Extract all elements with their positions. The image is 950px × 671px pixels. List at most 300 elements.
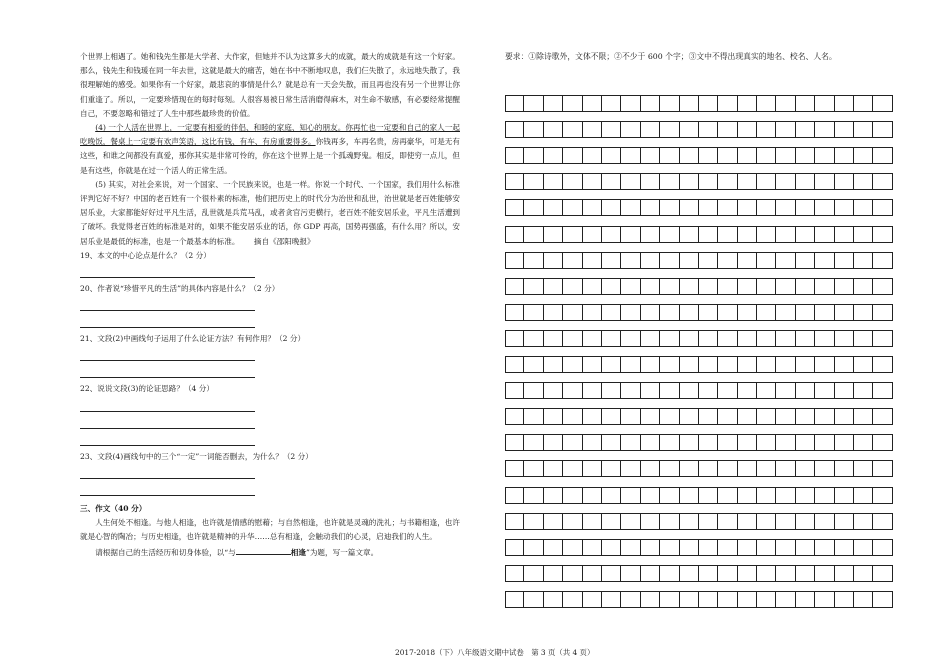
grid-cell[interactable] bbox=[854, 408, 873, 425]
grid-cell[interactable] bbox=[660, 565, 679, 582]
grid-cell[interactable] bbox=[505, 95, 524, 112]
grid-cell[interactable] bbox=[641, 356, 660, 373]
grid-cell[interactable] bbox=[641, 121, 660, 138]
grid-cell[interactable] bbox=[505, 147, 524, 164]
grid-cell[interactable] bbox=[776, 226, 795, 243]
grid-cell[interactable] bbox=[738, 434, 757, 451]
grid-cell[interactable] bbox=[641, 304, 660, 321]
grid-cell[interactable] bbox=[776, 173, 795, 190]
grid-cell[interactable] bbox=[602, 330, 621, 347]
grid-cell[interactable] bbox=[660, 487, 679, 504]
grid-cell[interactable] bbox=[544, 330, 563, 347]
grid-cell[interactable] bbox=[738, 95, 757, 112]
grid-cell[interactable] bbox=[621, 408, 640, 425]
grid-cell[interactable] bbox=[641, 565, 660, 582]
grid-cell[interactable] bbox=[621, 487, 640, 504]
grid-cell[interactable] bbox=[583, 173, 602, 190]
grid-cell[interactable] bbox=[680, 591, 699, 608]
grid-cell[interactable] bbox=[621, 434, 640, 451]
grid-cell[interactable] bbox=[621, 539, 640, 556]
grid-cell[interactable] bbox=[835, 95, 854, 112]
grid-cell[interactable] bbox=[873, 95, 892, 112]
grid-cell[interactable] bbox=[699, 408, 718, 425]
grid-cell[interactable] bbox=[660, 121, 679, 138]
grid-cell[interactable] bbox=[796, 460, 815, 477]
grid-cell[interactable] bbox=[738, 304, 757, 321]
grid-cell[interactable] bbox=[738, 330, 757, 347]
grid-cell[interactable] bbox=[602, 565, 621, 582]
grid-cell[interactable] bbox=[680, 460, 699, 477]
grid-cell[interactable] bbox=[544, 173, 563, 190]
grid-cell[interactable] bbox=[776, 591, 795, 608]
grid-cell[interactable] bbox=[815, 121, 834, 138]
grid-cell[interactable] bbox=[544, 147, 563, 164]
grid-cell[interactable] bbox=[641, 408, 660, 425]
grid-cell[interactable] bbox=[583, 513, 602, 530]
grid-cell[interactable] bbox=[854, 565, 873, 582]
grid-cell[interactable] bbox=[563, 591, 582, 608]
grid-cell[interactable] bbox=[815, 434, 834, 451]
grid-cell[interactable] bbox=[602, 460, 621, 477]
grid-cell[interactable] bbox=[524, 121, 543, 138]
grid-cell[interactable] bbox=[757, 539, 776, 556]
grid-cell[interactable] bbox=[680, 408, 699, 425]
grid-cell[interactable] bbox=[854, 226, 873, 243]
grid-cell[interactable] bbox=[854, 487, 873, 504]
grid-cell[interactable] bbox=[796, 147, 815, 164]
grid-cell[interactable] bbox=[524, 330, 543, 347]
grid-cell[interactable] bbox=[602, 121, 621, 138]
grid-cell[interactable] bbox=[699, 304, 718, 321]
grid-cell[interactable] bbox=[718, 304, 737, 321]
grid-cell[interactable] bbox=[776, 304, 795, 321]
grid-cell[interactable] bbox=[680, 513, 699, 530]
grid-cell[interactable] bbox=[660, 408, 679, 425]
grid-cell[interactable] bbox=[641, 252, 660, 269]
grid-cell[interactable] bbox=[835, 121, 854, 138]
grid-cell[interactable] bbox=[505, 173, 524, 190]
grid-cell[interactable] bbox=[835, 147, 854, 164]
grid-cell[interactable] bbox=[602, 539, 621, 556]
grid-cell[interactable] bbox=[641, 460, 660, 477]
grid-cell[interactable] bbox=[524, 304, 543, 321]
grid-cell[interactable] bbox=[680, 434, 699, 451]
grid-cell[interactable] bbox=[757, 382, 776, 399]
grid-cell[interactable] bbox=[680, 565, 699, 582]
grid-cell[interactable] bbox=[602, 173, 621, 190]
grid-cell[interactable] bbox=[680, 95, 699, 112]
answer-line[interactable] bbox=[80, 363, 255, 378]
grid-cell[interactable] bbox=[835, 278, 854, 295]
grid-cell[interactable] bbox=[815, 565, 834, 582]
grid-cell[interactable] bbox=[524, 226, 543, 243]
grid-cell[interactable] bbox=[757, 95, 776, 112]
grid-cell[interactable] bbox=[544, 539, 563, 556]
grid-cell[interactable] bbox=[602, 487, 621, 504]
grid-cell[interactable] bbox=[738, 147, 757, 164]
grid-cell[interactable] bbox=[602, 226, 621, 243]
grid-cell[interactable] bbox=[641, 147, 660, 164]
grid-cell[interactable] bbox=[757, 460, 776, 477]
grid-cell[interactable] bbox=[524, 434, 543, 451]
grid-cell[interactable] bbox=[738, 408, 757, 425]
grid-cell[interactable] bbox=[602, 199, 621, 216]
grid-cell[interactable] bbox=[873, 173, 892, 190]
grid-cell[interactable] bbox=[854, 304, 873, 321]
grid-cell[interactable] bbox=[563, 147, 582, 164]
grid-cell[interactable] bbox=[854, 173, 873, 190]
grid-cell[interactable] bbox=[835, 434, 854, 451]
grid-cell[interactable] bbox=[621, 356, 640, 373]
grid-cell[interactable] bbox=[776, 513, 795, 530]
grid-cell[interactable] bbox=[641, 382, 660, 399]
grid-cell[interactable] bbox=[699, 147, 718, 164]
grid-cell[interactable] bbox=[621, 121, 640, 138]
grid-cell[interactable] bbox=[583, 278, 602, 295]
grid-cell[interactable] bbox=[776, 252, 795, 269]
grid-cell[interactable] bbox=[544, 121, 563, 138]
grid-cell[interactable] bbox=[583, 121, 602, 138]
grid-cell[interactable] bbox=[854, 278, 873, 295]
grid-cell[interactable] bbox=[641, 539, 660, 556]
grid-cell[interactable] bbox=[835, 487, 854, 504]
grid-cell[interactable] bbox=[660, 434, 679, 451]
grid-cell[interactable] bbox=[505, 565, 524, 582]
grid-cell[interactable] bbox=[757, 513, 776, 530]
grid-cell[interactable] bbox=[854, 539, 873, 556]
grid-cell[interactable] bbox=[621, 513, 640, 530]
composition-grid[interactable] bbox=[505, 95, 893, 618]
grid-cell[interactable] bbox=[796, 252, 815, 269]
grid-cell[interactable] bbox=[505, 408, 524, 425]
grid-cell[interactable] bbox=[796, 199, 815, 216]
grid-cell[interactable] bbox=[718, 252, 737, 269]
grid-cell[interactable] bbox=[621, 147, 640, 164]
grid-cell[interactable] bbox=[757, 487, 776, 504]
grid-cell[interactable] bbox=[544, 278, 563, 295]
grid-cell[interactable] bbox=[505, 304, 524, 321]
grid-cell[interactable] bbox=[544, 460, 563, 477]
grid-cell[interactable] bbox=[718, 434, 737, 451]
grid-cell[interactable] bbox=[544, 591, 563, 608]
grid-cell[interactable] bbox=[776, 330, 795, 347]
grid-cell[interactable] bbox=[524, 591, 543, 608]
grid-cell[interactable] bbox=[873, 539, 892, 556]
grid-cell[interactable] bbox=[563, 252, 582, 269]
grid-cell[interactable] bbox=[602, 591, 621, 608]
grid-cell[interactable] bbox=[602, 278, 621, 295]
grid-cell[interactable] bbox=[757, 173, 776, 190]
grid-cell[interactable] bbox=[815, 304, 834, 321]
grid-cell[interactable] bbox=[583, 408, 602, 425]
answer-line[interactable] bbox=[80, 481, 255, 496]
grid-cell[interactable] bbox=[524, 382, 543, 399]
grid-cell[interactable] bbox=[776, 356, 795, 373]
grid-cell[interactable] bbox=[873, 591, 892, 608]
grid-cell[interactable] bbox=[583, 382, 602, 399]
grid-cell[interactable] bbox=[718, 226, 737, 243]
answer-line[interactable] bbox=[80, 263, 255, 278]
grid-cell[interactable] bbox=[796, 382, 815, 399]
grid-cell[interactable] bbox=[873, 487, 892, 504]
grid-cell[interactable] bbox=[776, 121, 795, 138]
grid-cell[interactable] bbox=[602, 434, 621, 451]
grid-cell[interactable] bbox=[738, 173, 757, 190]
grid-cell[interactable] bbox=[796, 304, 815, 321]
grid-cell[interactable] bbox=[815, 173, 834, 190]
grid-cell[interactable] bbox=[776, 95, 795, 112]
grid-cell[interactable] bbox=[718, 330, 737, 347]
grid-cell[interactable] bbox=[583, 199, 602, 216]
grid-cell[interactable] bbox=[699, 121, 718, 138]
grid-cell[interactable] bbox=[660, 95, 679, 112]
grid-cell[interactable] bbox=[815, 199, 834, 216]
grid-cell[interactable] bbox=[602, 513, 621, 530]
grid-cell[interactable] bbox=[815, 591, 834, 608]
grid-cell[interactable] bbox=[621, 382, 640, 399]
grid-cell[interactable] bbox=[621, 591, 640, 608]
grid-cell[interactable] bbox=[757, 408, 776, 425]
grid-cell[interactable] bbox=[505, 121, 524, 138]
grid-cell[interactable] bbox=[835, 304, 854, 321]
grid-cell[interactable] bbox=[544, 487, 563, 504]
grid-cell[interactable] bbox=[641, 513, 660, 530]
grid-cell[interactable] bbox=[854, 460, 873, 477]
grid-cell[interactable] bbox=[873, 252, 892, 269]
grid-cell[interactable] bbox=[835, 382, 854, 399]
grid-cell[interactable] bbox=[524, 539, 543, 556]
grid-cell[interactable] bbox=[835, 408, 854, 425]
grid-cell[interactable] bbox=[796, 591, 815, 608]
grid-cell[interactable] bbox=[524, 173, 543, 190]
grid-cell[interactable] bbox=[621, 460, 640, 477]
grid-cell[interactable] bbox=[835, 460, 854, 477]
grid-cell[interactable] bbox=[680, 121, 699, 138]
grid-cell[interactable] bbox=[757, 147, 776, 164]
title-blank[interactable] bbox=[236, 544, 291, 555]
grid-cell[interactable] bbox=[815, 382, 834, 399]
grid-cell[interactable] bbox=[563, 382, 582, 399]
grid-cell[interactable] bbox=[796, 565, 815, 582]
grid-cell[interactable] bbox=[583, 460, 602, 477]
grid-cell[interactable] bbox=[835, 513, 854, 530]
grid-cell[interactable] bbox=[524, 147, 543, 164]
grid-cell[interactable] bbox=[815, 252, 834, 269]
grid-cell[interactable] bbox=[680, 278, 699, 295]
grid-cell[interactable] bbox=[699, 539, 718, 556]
grid-cell[interactable] bbox=[776, 434, 795, 451]
grid-cell[interactable] bbox=[563, 487, 582, 504]
grid-cell[interactable] bbox=[602, 304, 621, 321]
grid-cell[interactable] bbox=[680, 199, 699, 216]
grid-cell[interactable] bbox=[738, 539, 757, 556]
grid-cell[interactable] bbox=[544, 95, 563, 112]
grid-cell[interactable] bbox=[718, 173, 737, 190]
grid-cell[interactable] bbox=[660, 356, 679, 373]
grid-cell[interactable] bbox=[641, 487, 660, 504]
grid-cell[interactable] bbox=[776, 539, 795, 556]
grid-cell[interactable] bbox=[563, 434, 582, 451]
grid-cell[interactable] bbox=[776, 565, 795, 582]
grid-cell[interactable] bbox=[854, 95, 873, 112]
grid-cell[interactable] bbox=[641, 199, 660, 216]
grid-cell[interactable] bbox=[718, 408, 737, 425]
grid-cell[interactable] bbox=[602, 356, 621, 373]
grid-cell[interactable] bbox=[738, 591, 757, 608]
grid-cell[interactable] bbox=[563, 356, 582, 373]
grid-cell[interactable] bbox=[796, 513, 815, 530]
grid-cell[interactable] bbox=[757, 278, 776, 295]
grid-cell[interactable] bbox=[583, 487, 602, 504]
grid-cell[interactable] bbox=[815, 278, 834, 295]
grid-cell[interactable] bbox=[815, 147, 834, 164]
grid-cell[interactable] bbox=[544, 252, 563, 269]
grid-cell[interactable] bbox=[796, 278, 815, 295]
answer-line[interactable] bbox=[80, 431, 255, 446]
grid-cell[interactable] bbox=[699, 173, 718, 190]
grid-cell[interactable] bbox=[873, 356, 892, 373]
grid-cell[interactable] bbox=[680, 252, 699, 269]
grid-cell[interactable] bbox=[680, 304, 699, 321]
grid-cell[interactable] bbox=[854, 121, 873, 138]
grid-cell[interactable] bbox=[680, 356, 699, 373]
grid-cell[interactable] bbox=[757, 434, 776, 451]
grid-cell[interactable] bbox=[873, 278, 892, 295]
grid-cell[interactable] bbox=[505, 460, 524, 477]
grid-cell[interactable] bbox=[718, 513, 737, 530]
grid-cell[interactable] bbox=[583, 539, 602, 556]
grid-cell[interactable] bbox=[641, 591, 660, 608]
grid-cell[interactable] bbox=[718, 199, 737, 216]
grid-cell[interactable] bbox=[544, 434, 563, 451]
grid-cell[interactable] bbox=[738, 565, 757, 582]
grid-cell[interactable] bbox=[738, 513, 757, 530]
grid-cell[interactable] bbox=[524, 408, 543, 425]
grid-cell[interactable] bbox=[563, 173, 582, 190]
grid-cell[interactable] bbox=[699, 591, 718, 608]
grid-cell[interactable] bbox=[621, 252, 640, 269]
grid-cell[interactable] bbox=[602, 382, 621, 399]
grid-cell[interactable] bbox=[815, 95, 834, 112]
grid-cell[interactable] bbox=[699, 513, 718, 530]
grid-cell[interactable] bbox=[699, 565, 718, 582]
grid-cell[interactable] bbox=[699, 252, 718, 269]
grid-cell[interactable] bbox=[776, 199, 795, 216]
grid-cell[interactable] bbox=[602, 95, 621, 112]
grid-cell[interactable] bbox=[718, 278, 737, 295]
grid-cell[interactable] bbox=[660, 252, 679, 269]
grid-cell[interactable] bbox=[544, 408, 563, 425]
grid-cell[interactable] bbox=[680, 226, 699, 243]
grid-cell[interactable] bbox=[776, 460, 795, 477]
grid-cell[interactable] bbox=[738, 121, 757, 138]
grid-cell[interactable] bbox=[563, 565, 582, 582]
grid-cell[interactable] bbox=[505, 539, 524, 556]
grid-cell[interactable] bbox=[641, 95, 660, 112]
answer-line[interactable] bbox=[80, 346, 255, 361]
grid-cell[interactable] bbox=[796, 226, 815, 243]
grid-cell[interactable] bbox=[854, 199, 873, 216]
grid-cell[interactable] bbox=[757, 199, 776, 216]
grid-cell[interactable] bbox=[738, 252, 757, 269]
grid-cell[interactable] bbox=[757, 121, 776, 138]
grid-cell[interactable] bbox=[873, 460, 892, 477]
grid-cell[interactable] bbox=[796, 487, 815, 504]
grid-cell[interactable] bbox=[699, 278, 718, 295]
grid-cell[interactable] bbox=[505, 278, 524, 295]
grid-cell[interactable] bbox=[873, 304, 892, 321]
grid-cell[interactable] bbox=[757, 356, 776, 373]
grid-cell[interactable] bbox=[524, 252, 543, 269]
grid-cell[interactable] bbox=[757, 252, 776, 269]
grid-cell[interactable] bbox=[835, 539, 854, 556]
grid-cell[interactable] bbox=[660, 460, 679, 477]
grid-cell[interactable] bbox=[699, 460, 718, 477]
grid-cell[interactable] bbox=[796, 330, 815, 347]
grid-cell[interactable] bbox=[796, 408, 815, 425]
grid-cell[interactable] bbox=[738, 382, 757, 399]
grid-cell[interactable] bbox=[583, 591, 602, 608]
grid-cell[interactable] bbox=[524, 565, 543, 582]
grid-cell[interactable] bbox=[835, 356, 854, 373]
answer-line[interactable] bbox=[80, 296, 255, 311]
grid-cell[interactable] bbox=[873, 199, 892, 216]
grid-cell[interactable] bbox=[602, 408, 621, 425]
grid-cell[interactable] bbox=[699, 330, 718, 347]
answer-line[interactable] bbox=[80, 414, 255, 429]
grid-cell[interactable] bbox=[718, 539, 737, 556]
grid-cell[interactable] bbox=[621, 226, 640, 243]
grid-cell[interactable] bbox=[699, 226, 718, 243]
grid-cell[interactable] bbox=[699, 434, 718, 451]
grid-cell[interactable] bbox=[699, 95, 718, 112]
grid-cell[interactable] bbox=[718, 565, 737, 582]
grid-cell[interactable] bbox=[544, 226, 563, 243]
grid-cell[interactable] bbox=[738, 487, 757, 504]
grid-cell[interactable] bbox=[660, 539, 679, 556]
grid-cell[interactable] bbox=[854, 513, 873, 530]
grid-cell[interactable] bbox=[680, 330, 699, 347]
grid-cell[interactable] bbox=[873, 513, 892, 530]
grid-cell[interactable] bbox=[621, 199, 640, 216]
grid-cell[interactable] bbox=[524, 199, 543, 216]
grid-cell[interactable] bbox=[854, 252, 873, 269]
grid-cell[interactable] bbox=[563, 121, 582, 138]
grid-cell[interactable] bbox=[815, 408, 834, 425]
grid-cell[interactable] bbox=[718, 487, 737, 504]
grid-cell[interactable] bbox=[660, 591, 679, 608]
grid-cell[interactable] bbox=[815, 460, 834, 477]
grid-cell[interactable] bbox=[641, 330, 660, 347]
grid-cell[interactable] bbox=[621, 330, 640, 347]
grid-cell[interactable] bbox=[796, 539, 815, 556]
grid-cell[interactable] bbox=[583, 330, 602, 347]
grid-cell[interactable] bbox=[621, 304, 640, 321]
grid-cell[interactable] bbox=[854, 434, 873, 451]
grid-cell[interactable] bbox=[583, 565, 602, 582]
grid-cell[interactable] bbox=[505, 252, 524, 269]
grid-cell[interactable] bbox=[718, 147, 737, 164]
grid-cell[interactable] bbox=[505, 356, 524, 373]
grid-cell[interactable] bbox=[524, 487, 543, 504]
grid-cell[interactable] bbox=[738, 199, 757, 216]
grid-cell[interactable] bbox=[660, 278, 679, 295]
grid-cell[interactable] bbox=[583, 304, 602, 321]
grid-cell[interactable] bbox=[776, 278, 795, 295]
grid-cell[interactable] bbox=[660, 199, 679, 216]
grid-cell[interactable] bbox=[873, 408, 892, 425]
grid-cell[interactable] bbox=[835, 591, 854, 608]
